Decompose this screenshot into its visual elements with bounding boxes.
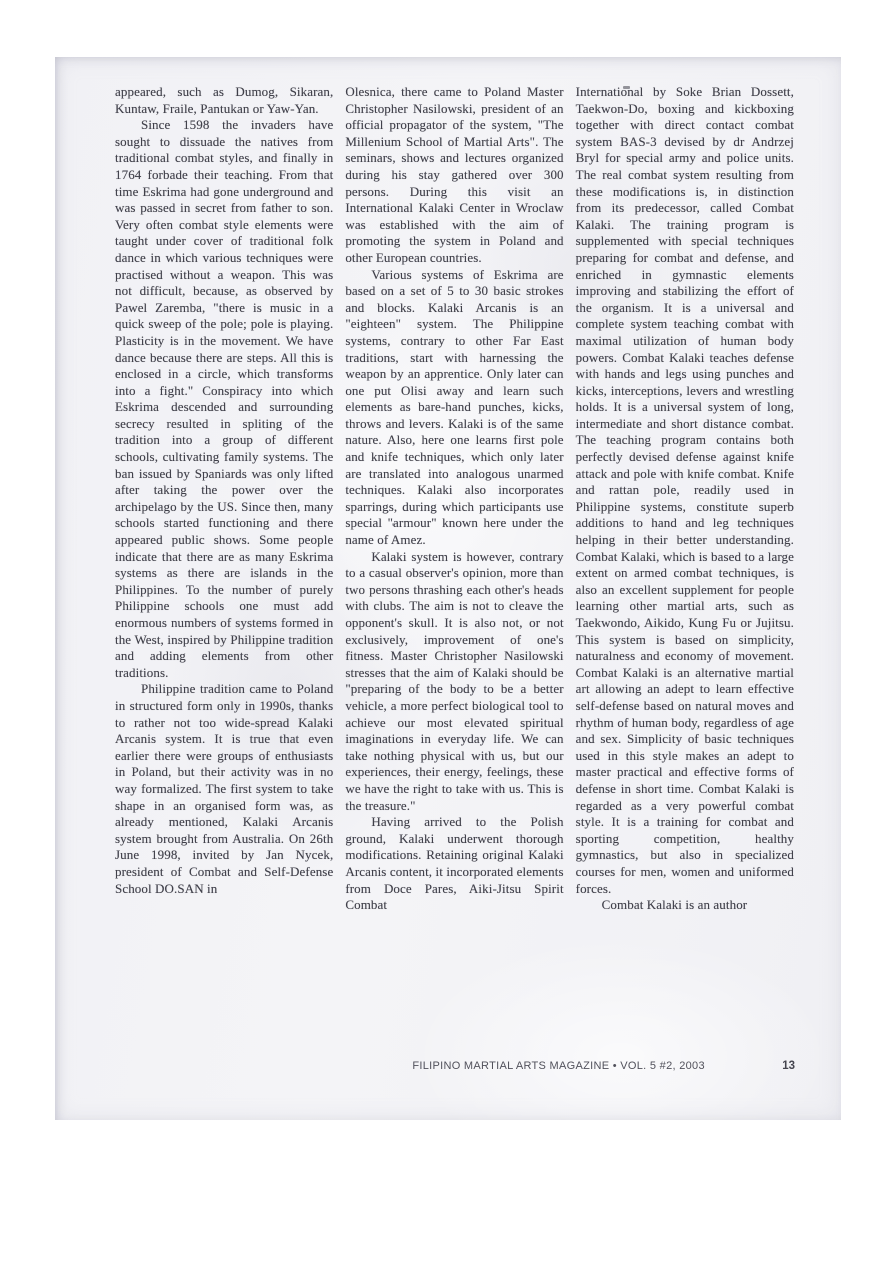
article-columns	[115, 84, 794, 1064]
column1-paragraph-1: appeared, such as Dumog, Sikaran, Kuntaw, Fraile, Pantukan or Yaw-Yan.	[115, 84, 334, 116]
column2-paragraph-2: Various systems of Eskrima are based on a set of 5 to 30 basic strokes and blocks. Kalaki Arcanis is an "eighteen" system. The Philippine systems, contrary to other Far East traditions, start with harnessing the weapon by an apprentice. Only later can one put Olisi away and learn such elements as bare-hand punches, kicks, throws and levers. Kalaki is of the same nature. Also, here one learns first pole and knife techniques, which only later are translated into analogous unarmed techniques. Kalaki also incorporates sparrings, during which participants use special "armour" known here under the name of Amez.	[345, 266, 564, 548]
page-number: 13	[782, 1060, 795, 1072]
column1-paragraph-3: Philippine tradition came to Poland in structured form only in 1990s, thanks to rather not too wide-spread Kalaki Arcanis system. It is true that even earlier there were groups of enthusiasts in Poland, but their activity was in no way formalized. The first system to take shape in an organised form was, as already mentioned, Kalaki Arcanis system brought from Australia. On 26th June 1998, invited by Jan Nycek, president of Combat and Self-Defense School DO.SAN in	[115, 681, 334, 896]
page-footer	[345, 1060, 795, 1072]
column2-paragraph-3: Kalaki system is however, contrary to a casual observer's opinion, more than two persons thrashing each other's heads with clubs. The aim is not to cleave the opponent's skull. It is also not, or not exclusively, improvement of one's fitness. Master Christopher Nasilowski stresses that the aim of Kalaki should be "preparing of the body to be a better vehicle, a more perfect biological tool to achieve our most elevated spiritual imaginations in everyday life. We can take nothing physical with us, but our experiences, their energy, feelings, these we have the right to take with us. This is the treasure."	[345, 548, 564, 813]
text-column-1	[115, 84, 333, 1064]
column2-paragraph-1: Olesnica, there came to Poland Master Christopher Nasilowski, president of an official propagator of the system, "The Millenium School of Martial Arts". The seminars, shows and lectures organized during his stay gathered over 300 persons. During this visit an International Kalaki Center in Wroclaw was established with the aim of promoting the system in Poland and other European countries.	[345, 84, 564, 265]
column3-paragraph-1: International by Soke Brian Dossett, Taekwon-Do, boxing and kickboxing together with direct contact combat system BAS-3 devised by dr Andrzej Bryl for special army and police units. The real combat system resulting from these modifications is, in distinction from its predecessor, called Combat Kalaki. The training program is supplemented with special techniques preparing for combat and defense, and enriched in gymnastic elements improving and stabilizing the effort of the organism. It is a universal and complete system teaching combat with maximal utilization of human body powers. Combat Kalaki teaches defense with hands and legs using punches and kicks, interceptions, levers and wrestling holds. It is a universal system of long, intermediate and short distance combat. The teaching program contains both perfectly devised defense against knife attack and pole with knife combat. Knife and rattan pole, readily used in Philippine systems, constitute superb additions to hand and leg techniques helping in their better understanding. Combat Kalaki, which is based to a large extent on armed combat techniques, is also an excellent supplement for people learning other martial arts, such as Taekwondo, Aikido, Kung Fu or Jujitsu. This system is based on simplicity, naturalness and economy of movement. Combat Kalaki is an alternative martial art allowing an adept to learn effective self-defense based on natural moves and rhythm of human body, regardless of age and sex. Simplicity of basic techniques used in this style makes an adept to master practical and effective forms of defense in short time. Combat Kalaki is regarded as a very powerful combat style. It is a training for combat and sporting competition, healthy gymnastics, but also in specialized courses for men, women and uniformed forces.	[575, 84, 794, 896]
column3-paragraph-2: Combat Kalaki is an author	[601, 897, 748, 913]
column2-paragraph-4: Having arrived to the Polish ground, Kalaki underwent thorough modifications. Retaining original Kalaki Arcanis content, it incorporated elements from Doce Pares, Aiki-Jitsu Spirit Combat	[345, 814, 564, 913]
magazine-page-scan	[55, 57, 841, 1120]
magazine-title-line: FILIPINO MARTIAL ARTS MAGAZINE • VOL. 5 #2, 2003	[412, 1060, 705, 1072]
text-column-3	[576, 84, 794, 1064]
page-content	[115, 84, 794, 1064]
text-column-2	[345, 84, 563, 1064]
column1-paragraph-2: Since 1598 the invaders have sought to dissuade the natives from traditional combat styles, and finally in 1764 forbade their teaching. From that time Eskrima had gone underground and was passed in secret from father to son. Very often combat style elements were taught under cover of traditional folk dance in which various techniques were practised without a weapon. This was not difficult, because, as observed by Pawel Zaremba, "there is music in a quick sweep of the pole; pole is playing. Plasticity is in the movement. We have dance because there are steps. All this is enclosed in a circle, which transforms into a fight." Conspiracy into which Eskrima descended and surrounding secrecy resulted in spliting of the tradition into a group of different schools, cultivating family systems. The ban issued by Spaniards was only lifted after taking the power over the archipelago by the US. Since then, many schools started functioning and there appeared public shows. Some people indicate that there are as many Eskrima systems as there are islands in the Philippines. To the number of purely Philippine schools one must add enormous numbers of systems formed in the West, inspired by Philippine tradition and adding elements from other traditions.	[115, 117, 334, 680]
